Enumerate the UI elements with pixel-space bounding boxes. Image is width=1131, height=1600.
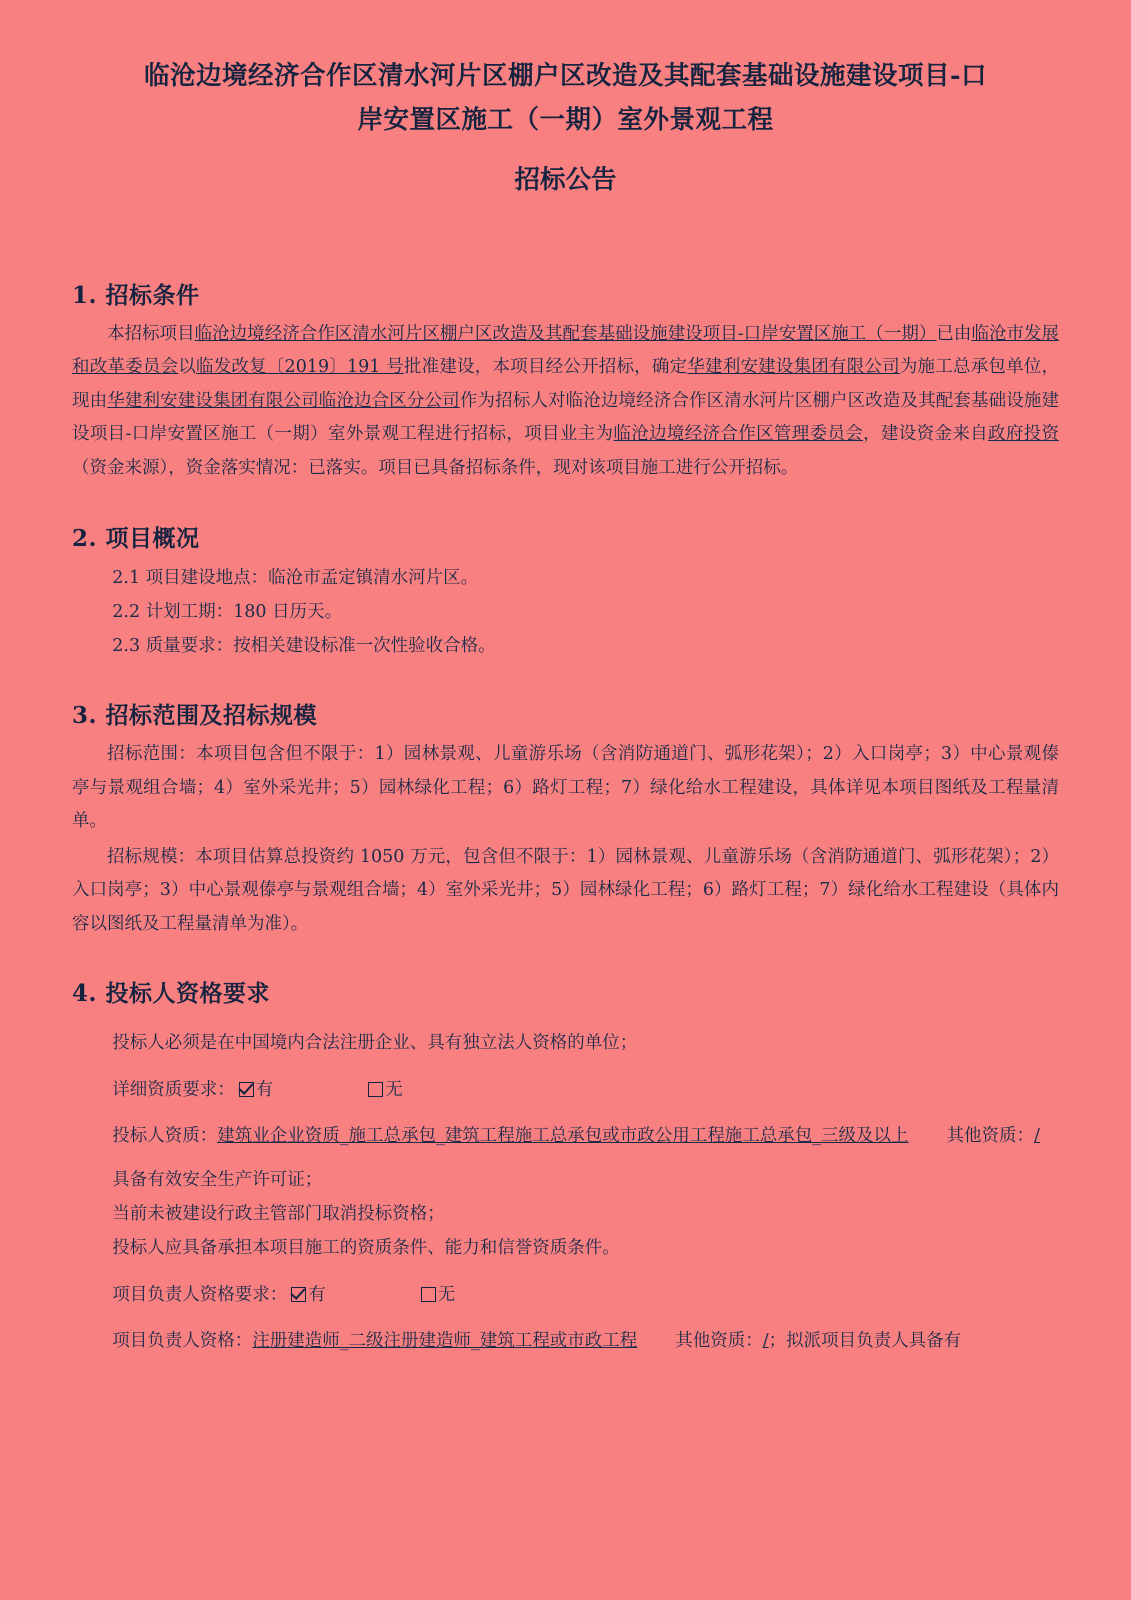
bidder-qualification-label: 投标人资质： (112, 1126, 218, 1147)
section-4-intro: 投标人必须是在中国境内合法注册企业、具有独立法人资格的单位； (112, 1033, 638, 1054)
qualification-label: 详细资质要求： (112, 1079, 235, 1100)
section-2-item-3: 2.3 质量要求：按相关建设标准一次性验收合格。 (112, 635, 496, 656)
title-line-2: 岸安置区施工（一期）室外景观工程 (357, 104, 774, 135)
qualification-requirement-row (72, 1071, 1059, 1110)
section-2-item-2: 2.2 计划工期：180 日历天。 (112, 601, 343, 622)
pm-qualification-row (72, 1324, 1059, 1358)
text-fragment: （资金来源），资金落实情况：已落实。项目已具备招标条件，现对该项目施工进行公开招标。 (72, 457, 799, 478)
other-qualification-value-2: / (762, 1331, 769, 1352)
text-fragment: 作为招标人对临沧边境经济合作区清水河片区棚户区改造及其配套基础设施建设项目-口岸安置区施工（一期）室外景观工程进行招标，项目业主为 (72, 390, 1060, 445)
pm-requirement-row (72, 1276, 1059, 1315)
pm-label: 项目负责人资格要求： (112, 1284, 288, 1305)
section-1-paragraph (72, 318, 1059, 486)
checkbox-qualification-yes[interactable] (239, 1082, 254, 1097)
section-3-paragraph-1: 招标范围：本项目包含但不限于：1）园林景观、儿童游乐场（含消防通道门、弧形花架）；2）入口岗亭；3）中心景观傣亭与景观组合墙；4）室外采光井；5）园林绿化工程；6）路灯工程；7）绿化给水工程建设，具体详见本项目图纸及工程量清单。 (72, 743, 1059, 832)
underlined-authority: 临沧市发展和改革委员会 (72, 323, 1060, 378)
underlined-doc-number: 临发改复〔2019〕191 号 (196, 357, 404, 378)
section-4-extra-line-1: 具备有效安全生产许可证； (112, 1170, 323, 1191)
pm-qualification-label: 项目负责人资格： (112, 1331, 253, 1352)
page-title (72, 55, 1059, 143)
text-fragment: 以 (178, 357, 196, 378)
text-fragment: ，建设资金来自 (863, 424, 988, 445)
checkbox-pm-no[interactable] (421, 1287, 436, 1302)
text-fragment: 批准建设，本项目经公开招标，确定 (403, 357, 688, 378)
pm-tail-text: ；拟派项目负责人具备有 (768, 1331, 962, 1352)
page-subtitle: 招标公告 (514, 164, 617, 195)
other-qualification-value-1: / (1034, 1126, 1040, 1147)
text-fragment: 已由 (936, 323, 972, 344)
bidder-qualification-value: 建筑业企业资质_施工总承包_建筑工程施工总承包或市政公用工程施工总承包_三级及以上 (217, 1126, 909, 1147)
underlined-branch: 华建利安建设集团有限公司临沧边合区分公司 (107, 390, 460, 411)
section-heading-2: 2. 项目概况 (72, 524, 200, 552)
section-2-item-1: 2.1 项目建设地点：临沧市孟定镇清水河片区。 (112, 567, 479, 588)
underlined-contractor: 华建利安建设集团有限公司 (687, 357, 900, 378)
underlined-owner: 临沧边境经济合作区管理委员会 (613, 424, 864, 445)
other-qualification-label-1: 其他资质： (946, 1126, 1034, 1147)
pm-no-label: 无 (437, 1284, 456, 1305)
section-heading-4: 4. 投标人资格要求 (72, 980, 271, 1008)
section-heading-1: 1. 招标条件 (72, 281, 200, 309)
pm-qualification-value: 注册建造师_二级注册建造师_建筑工程或市政工程 (252, 1331, 638, 1352)
underlined-funding: 政府投资 (988, 424, 1060, 445)
pm-yes-label: 有 (308, 1284, 326, 1305)
section-heading-3: 3. 招标范围及招标规模 (72, 701, 318, 729)
section-4-extra-line-2: 当前未被建设行政主管部门取消投标资格； (112, 1204, 445, 1225)
title-line-1: 临沧边境经济合作区清水河片区棚户区改造及其配套基础设施建设项目-口 (143, 61, 988, 91)
section-3-paragraph-2: 招标规模：本项目估算总投资约 1050 万元，包含但不限于：1）园林景观、儿童游乐场（含消防通道门、弧形花架）；2）入口岗亭；3）中心景观傣亭与景观组合墙；4）室外采光井；5）园林绿化工程；6）路灯工程；7）绿化给水工程建设（具体内容以图纸及工程量清单为准）。 (72, 846, 1059, 934)
underlined-project-name: 临沧边境经济合作区清水河片区棚户区改造及其配套基础设施建设项目-口岸安置区施工（一期） (194, 323, 937, 344)
checkbox-qualification-no[interactable] (368, 1082, 383, 1097)
qualification-yes-label: 有 (255, 1079, 274, 1100)
checkbox-pm-yes[interactable] (291, 1287, 306, 1302)
other-qualification-label-2: 其他资质： (675, 1331, 763, 1352)
section-4-extra-line-3: 投标人应具备承担本项目施工的资质条件、能力和信誉资质条件。 (112, 1238, 620, 1259)
qualification-no-label: 无 (385, 1079, 403, 1100)
text-fragment: 本招标项目 (107, 323, 195, 344)
bidder-qualification-row (72, 1119, 1059, 1153)
text-fragment: 为施工总承包单位，现由 (72, 357, 1060, 411)
